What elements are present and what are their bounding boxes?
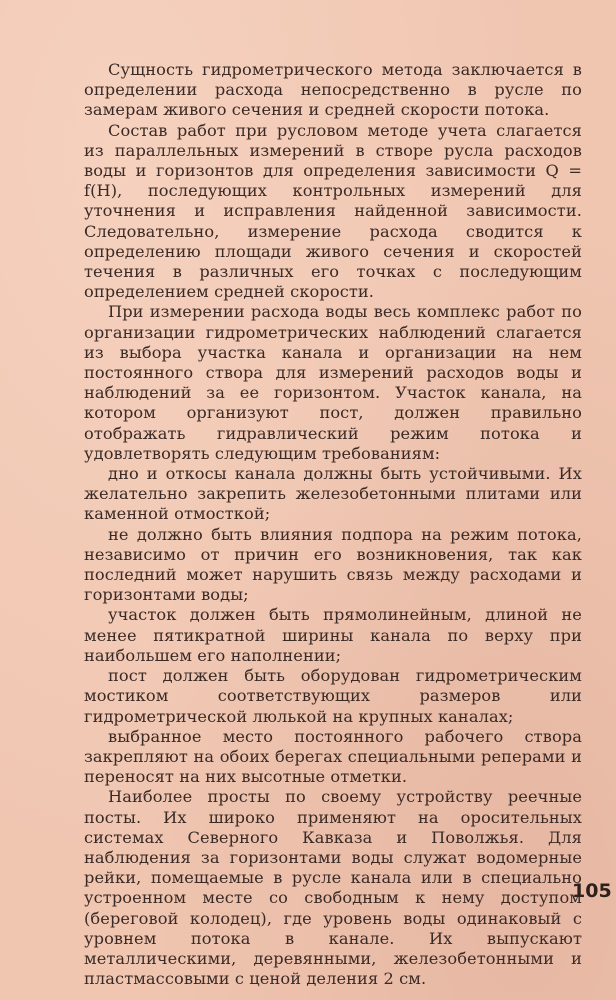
paragraph-staff-gauges: Наиболее просты по своему устройству реечные посты. Их широко применяют на оросительных системах Северного Кавказа и Поволжья. Для наблюдения за горизонтами воды служат водомерные рейки, помещаемые в русле канала или в специально устроенном месте со свободным к нему доступом (береговой колодец), где уровень воды одинаковый с уровнем потока в канале. Их выпускают металлическими, деревянными, железобетонными и пластмассовыми с ценой деления 2 см. (84, 787, 582, 989)
body-text (84, 60, 582, 989)
page-number: 105 (572, 880, 612, 902)
requirement-no-backwater: не должно быть влияния подпора на режим потока, независимо от причин его возникновения, так как последний может нарушить связь между расходами и горизонтами воды; (84, 524, 582, 605)
requirement-bridge-equipment: пост должен быть оборудован гидрометрическим мостиком соответствующих размеров или гидрометрической люлькой на крупных каналах; (84, 666, 582, 726)
requirement-benchmarks: выбранное место постоянного рабочего створа закрепляют на обоих берегах специальными реперами и переносят на них высотные отметки. (84, 726, 582, 787)
requirement-straight-section: участок должен быть прямолинейным, длиной не менее пятикратной ширины канала по верху при наибольшем его наполнении; (84, 605, 582, 665)
paragraph-measurement-organization: При измерении расхода воды весь комплекс работ по организации гидрометрических наблюдений слагается из выбора участка канала и организации на нем постоянного створа для измерений расходов воды и наблюдений за ее горизонтом. Участок канала, на котором организуют пост, должен правильно отображать гидравлический режим потока и удовлетворять следующим требованиям: (84, 302, 582, 463)
paragraph-work-composition: Состав работ при русловом методе учета слагается из параллельных измерений в створе русла расходов воды и горизонтов для определения зависимости Q = f(H), последующих контрольных измерений для уточнения и исправления найденной зависимости. Следовательно, измерение расхода сводится к определению площади живого сечения и скоростей течения в различных его точках с последующим определением средней скорости. (84, 120, 582, 302)
requirement-stable-bed: дно и откосы канала должны быть устойчивыми. Их желательно закрепить железобетонными плитами или каменной отмосткой; (84, 464, 582, 524)
paragraph-method-essence: Сущность гидрометрического метода заключается в определении расхода непосредственно в русле по замерам живого сечения и средней скорости потока. (84, 60, 582, 120)
